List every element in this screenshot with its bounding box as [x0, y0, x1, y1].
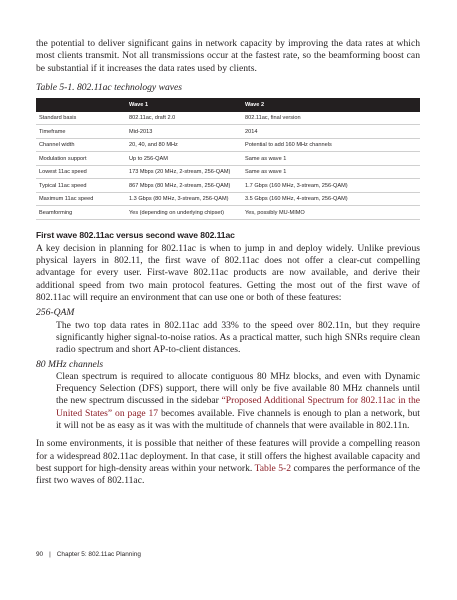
table-cell: 867 Mbps (80 MHz, 2-stream, 256-QAM) — [126, 179, 242, 193]
table-cell: 802.11ac, draft 2.0 — [126, 112, 242, 125]
feature-description-text: becomes available. Five channels is enough to plan a network, but it will not be as easy as it was with the multitude of channels that were available in 802.11n. — [56, 407, 420, 432]
table-cell: Typical 11ac speed — [36, 179, 126, 193]
page-content — [36, 38, 420, 488]
page-number: 90 — [36, 551, 44, 558]
table-cell: Yes (depending on underlying chipset) — [126, 206, 242, 220]
feature-list — [36, 307, 420, 432]
table-caption: Table 5-1. 802.11ac technology waves — [36, 81, 183, 93]
table-cell: 20, 40, and 80 MHz — [126, 138, 242, 152]
table-cell: Maximum 11ac speed — [36, 192, 126, 206]
table-cell: 173 Mbps (20 MHz, 2-stream, 256-QAM) — [126, 165, 242, 179]
table-row — [36, 206, 420, 220]
table-cell: Beamforming — [36, 206, 126, 220]
table-cell: Yes, possibly MU-MIMO — [242, 206, 420, 220]
closing-paragraph — [36, 438, 420, 487]
footer-separator: | — [49, 551, 51, 558]
section-heading: First wave 802.11ac versus second wave 802.11ac — [36, 229, 235, 240]
feature-term-256qam: 256-QAM — [36, 307, 75, 319]
table-cell: Up to 256-QAM — [126, 152, 242, 166]
table-cell: 2014 — [242, 125, 420, 139]
table-cell: Lowest 11ac speed — [36, 165, 126, 179]
table-cell: Timeframe — [36, 125, 126, 139]
feature-description-text: Clean spectrum is required to allocate contiguous 80 MHz blocks, and even with Dynamic Frequency Selection (DFS) support, there will only be five available 80 MHz channels until the new spectrum discussed in the sidebar — [56, 370, 420, 407]
section-paragraph: A key decision in planning for 802.11ac is when to jump in and deploy widely. Unlike previous physical layers in 802.11, the first wave of 802.11ac does not offer a clear-cut compelling advantage for every user. First-wave 802.11ac products are now available, and derive their additional speed from two main protocol features. Getting the most out of the first wave of 802.11ac will require an environment that can use one or both of these features: — [36, 242, 420, 304]
table-row — [36, 138, 420, 152]
table-cell: Modulation support — [36, 152, 126, 166]
table-cell: Standard basis — [36, 112, 126, 125]
closing-paragraph-text: In some environments, it is possible that neither of these features will provide a compelling reason for a widespread 802.11ac deployment. In that case, it still offers the highest available capacity and best support for high-density areas within your network. — [36, 438, 420, 474]
table-cell: 1.3 Gbps (80 MHz, 3-stream, 256-QAM) — [126, 192, 242, 206]
feature-description-256qam: The two top data rates in 802.11ac add 33% to the speed over 802.11n, but they require significantly higher signal-to-noise ratios. As a practical matter, such high SNRs require clean radio spectrum and short AP-to-client distances. — [56, 319, 420, 356]
table-cell: 1.7 Gbps (160 MHz, 3-stream, 256-QAM) — [242, 179, 420, 193]
table-row — [36, 179, 420, 193]
table-row — [36, 152, 420, 166]
table-header-cell: Wave 2 — [242, 98, 420, 112]
feature-term-80mhz: 80 MHz channels — [36, 358, 104, 370]
feature-description-80mhz — [56, 371, 420, 432]
table-cell: Same as wave 1 — [242, 165, 420, 179]
table-cell: 3.5 Gbps (160 MHz, 4-stream, 256-QAM) — [242, 192, 420, 206]
table-cell: Same as wave 1 — [242, 152, 420, 166]
page-footer — [36, 551, 420, 558]
table-cell: Mid-2013 — [126, 125, 242, 139]
table-header-row — [36, 98, 420, 112]
closing-paragraph-text: compares the performance of the first two waves of 802.11ac. — [36, 462, 421, 487]
table-row — [36, 125, 420, 139]
table-cell: 802.11ac, final version — [242, 112, 420, 125]
table-header-cell: Wave 1 — [126, 98, 242, 112]
table-row — [36, 112, 420, 125]
sidebar-cross-reference-link[interactable]: “Proposed Additional Spectrum for 802.11ac in the United States” on page 17 — [56, 395, 420, 419]
table-row — [36, 192, 420, 206]
table-cell: Potential to add 160 MHz channels — [242, 138, 420, 152]
chapter-title: Chapter 5: 802.11ac Planning — [56, 551, 141, 558]
table-cross-reference-link[interactable]: Table 5-2 — [254, 462, 292, 474]
table-row — [36, 165, 420, 179]
table-header-cell — [36, 98, 126, 112]
technology-waves-table — [36, 98, 420, 220]
table-cell: Channel width — [36, 138, 126, 152]
intro-paragraph: the potential to deliver significant gains in network capacity by improving the data rates at which most clients transmit. Not all transmissions occur at the fastest rate, so the beamforming boost can be substantial if it increases the data rates used by clients. — [36, 38, 420, 74]
